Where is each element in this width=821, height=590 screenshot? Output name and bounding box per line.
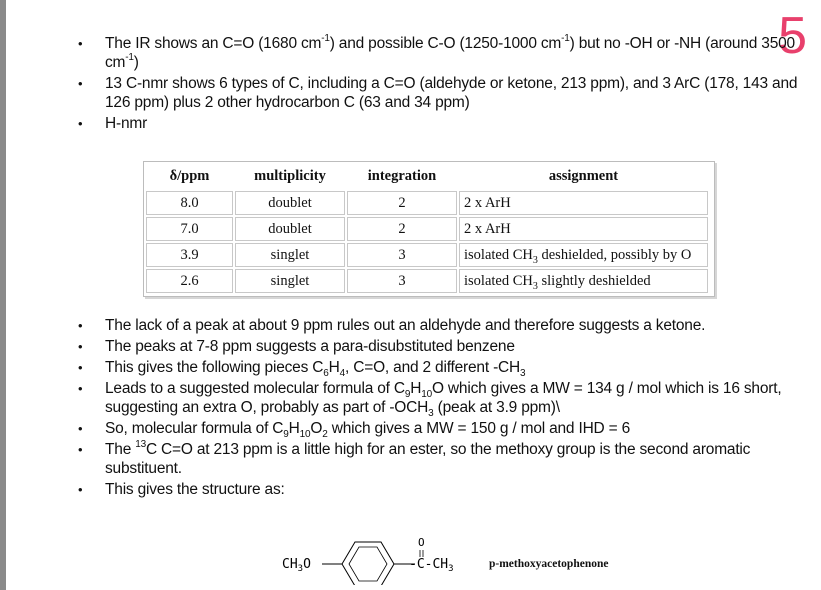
bullet-h-nmr: • H-nmr <box>78 114 798 133</box>
cell-integration: 3 <box>347 243 457 267</box>
cell-integration: 2 <box>347 191 457 215</box>
cell-multiplicity: singlet <box>235 243 345 267</box>
header-assignment: assignment <box>548 168 619 184</box>
header-multiplicity: multiplicity <box>254 168 326 184</box>
left-edge-bar <box>0 0 6 590</box>
compound-name: p-methoxyacetophenone <box>489 558 609 570</box>
bullet-pieces: • This gives the following pieces $C_6H_4$, C=O, and 2 different $-CH_3$ <box>78 358 798 377</box>
table-row <box>146 191 708 215</box>
table-row <box>146 217 708 241</box>
h-nmr-table <box>143 161 715 297</box>
bullet-para: • The peaks at 7-8 ppm suggests a para-disubstituted benzene <box>78 337 798 356</box>
acetyl-group: $-C-CH_3$ <box>409 557 454 574</box>
cell-multiplicity: doublet <box>235 217 345 241</box>
cell-multiplicity: doublet <box>235 191 345 215</box>
bullet-13c-nmr: • 13 C-nmr shows 6 types of C, including a C=O (aldehyde or ketone, 213 ppm), and 3 ArC (178, 143 and 126 ppm) plus 2 other hydrocarbon C (63 and 34 ppm) <box>78 74 798 112</box>
bullet-structure: • This gives the structure as: <box>78 480 798 499</box>
bullet-molecular-formula: • So, molecular formula of $C_9H_{10}O_2$ which gives a MW = 150 g / mol and IHD = 6 <box>78 419 798 438</box>
carbonyl-oxygen: O <box>418 536 425 549</box>
cell-ppm: 2.6 <box>146 269 233 293</box>
bullet-list-top <box>78 34 798 135</box>
structure-diagram <box>275 530 695 585</box>
cell-ppm: 3.9 <box>146 243 233 267</box>
benzene-ring <box>342 542 394 585</box>
cell-integration: 2 <box>347 217 457 241</box>
header-integration: integration <box>367 168 437 184</box>
cell-ppm: 8.0 <box>146 191 233 215</box>
cell-integration: 3 <box>347 269 457 293</box>
cell-assignment: isolated $CH_3$ slightly deshielded <box>459 269 708 293</box>
table-row <box>146 243 708 267</box>
bullet-formula: • Leads to a suggested molecular formula of $C_9H_{10}O$ which gives a MW = 134 g / mol which is 16 short, suggesting an extra O, probably as part of $-OCH_3$ (peak at 3.9 ppm)\ <box>78 379 798 417</box>
table-row <box>146 269 708 293</box>
cell-assignment: 2 x ArH <box>459 217 708 241</box>
cell-assignment: 2 x ArH <box>459 191 708 215</box>
methoxy-group: $CH_3O$ <box>282 557 311 574</box>
bullet-ir: • The IR shows an C=O (1680 $cm^{-1}$) and possible C-O (1250-1000 $cm^{-1}$) but no -OH or -NH (around 3500 $cm^{-1}$) <box>78 34 798 72</box>
bullet-aldehyde: • The lack of a peak at about 9 ppm rules out an aldehyde and therefore suggests a ketone. <box>78 316 798 335</box>
bullet-13c-ester: • The $^{13}$C C=O at 213 ppm is a little high for an ester, so the methoxy group is the second aromatic substituent. <box>78 440 798 478</box>
slide-number: 5 <box>778 7 807 65</box>
benzene-inner-ring <box>349 547 387 581</box>
cell-assignment: isolated $CH_3$ deshielded, possibly by O <box>459 243 708 267</box>
header-ppm: δ/ppm <box>169 168 210 184</box>
cell-ppm: 7.0 <box>146 217 233 241</box>
cell-multiplicity: singlet <box>235 269 345 293</box>
bullet-list-bottom <box>78 316 798 501</box>
